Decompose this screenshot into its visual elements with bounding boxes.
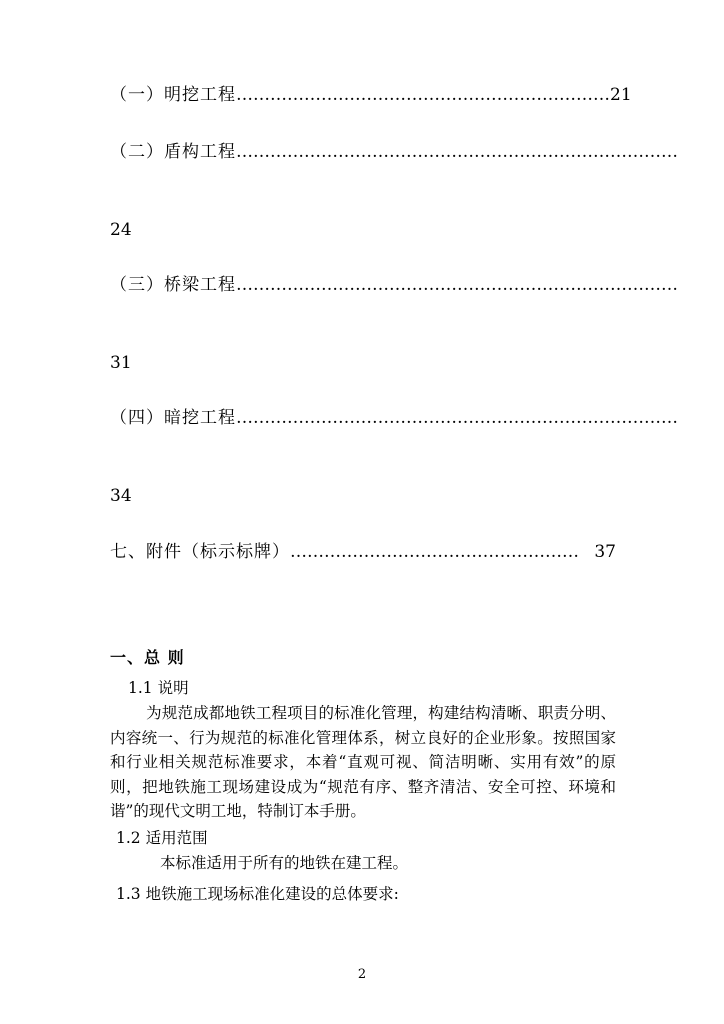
toc-page-number: 24 [110,220,132,240]
section-heading: 一、总 则 [110,648,185,667]
paragraph-text: 本标准适用于所有的地铁在建工程。 [160,854,409,872]
toc-entry-shield [110,138,678,166]
toc-page-number: 31 [110,353,132,373]
toc-page-number: 37 [594,542,616,562]
toc-label: （四）暗挖工程 [110,408,236,428]
toc-leader-dots: …………………………………………………………………… [236,142,678,162]
paragraph-text: 为规范成都地铁工程项目的标准化管理，构建结构清晰、职责分明、内容统一、行为规范的标准化管理体系，树立良好的企业形象。按照国家和行业相关规范标准要求，本着“直观可视、简洁明晰、实用有效”的原则，把地铁施工现场建设成为“规范有序、整齐清洁、安全可控、环境和谐”的现代文明工地，特制订本手册。 [110,704,616,820]
toc-leader-dots: …………………………………………………………………… [236,408,678,428]
toc-label: （二）盾构工程 [110,142,236,162]
toc-entry-open-cut [110,81,632,109]
toc-leader-dots: ………………………………………………………… [236,85,610,105]
toc-label: （一）明挖工程 [110,85,236,105]
toc-label: 七、附件（标示标牌） [110,542,290,562]
toc-leader-dots: …………………………………………… [290,542,579,562]
subsection-title: 1.3 地铁施工现场标准化建设的总体要求: [116,885,399,903]
toc-entry-mined-tunnel [110,404,678,432]
page-number: 2 [357,967,367,982]
toc-label: （三）桥梁工程 [110,275,236,295]
paragraph-description [110,701,616,824]
toc-leader-dots: …………………………………………………………………… [236,275,678,295]
toc-entry-bridge [110,271,678,299]
subsection-title: 1.2 适用范围 [116,829,208,847]
toc-page-number: 21 [610,85,632,105]
subsection-title: 1.1 说明 [128,679,189,697]
toc-entry-appendix [110,538,616,566]
paragraph-scope [110,851,616,876]
toc-page-number: 34 [110,486,132,506]
